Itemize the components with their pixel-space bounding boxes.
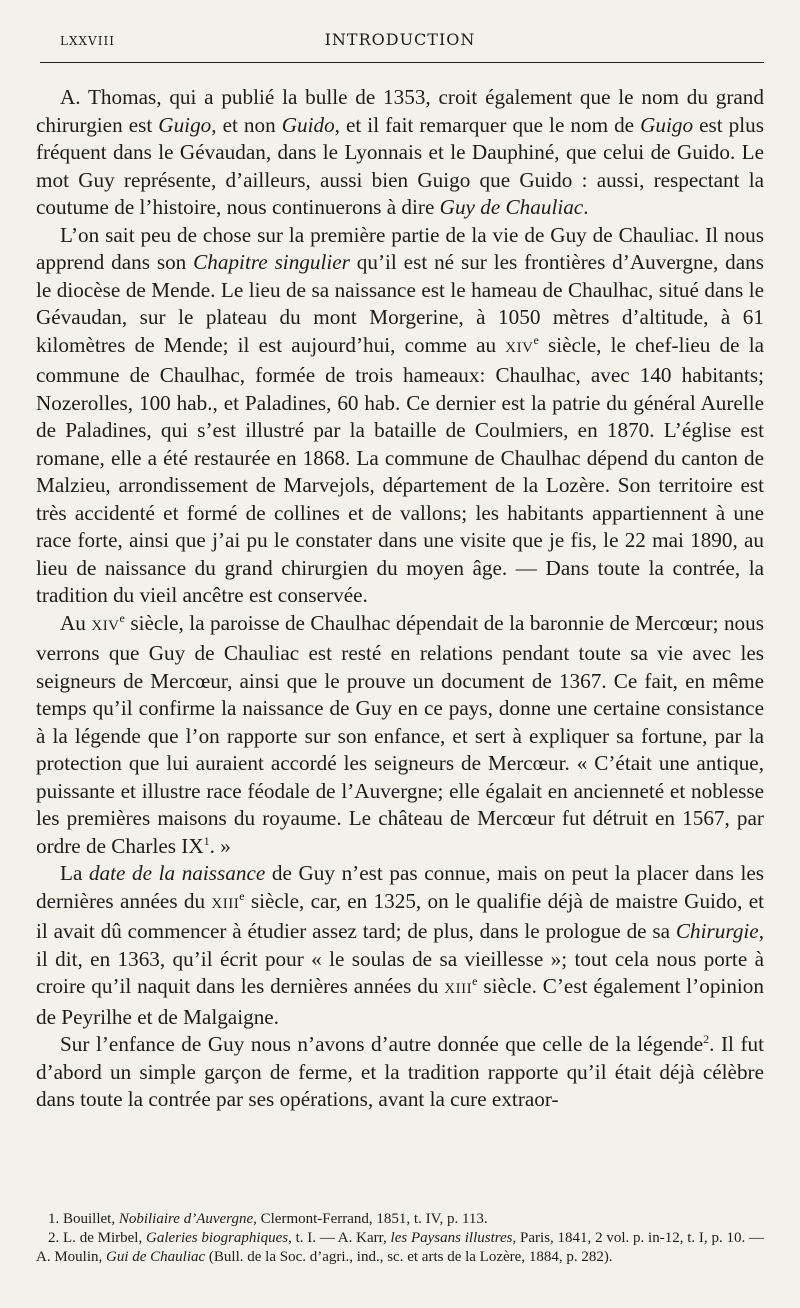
italic-run: Gui de Chauliac: [106, 1249, 206, 1265]
page-number: LXXVIII: [60, 34, 115, 48]
superscript: e: [239, 888, 245, 903]
header-rule: [40, 62, 764, 63]
text-run: qu’il est né sur les frontières d’Auvergne, dans le diocèse de Mende. Le lieu de sa naissance est le hameau de Chaulhac, situé dans le Gévaudan, sur le plateau du mont Morgerine, à 1050 mètres d’altitude, à 61 kilomètres de Mende; il est aujourd’hui, comme au: [36, 250, 764, 357]
text-run: est plus fréquent dans le Gévaudan, dans le Lyonnais et le Dauphiné, que celui de Guido. Le mot Guy représente, d’ailleurs, aussi bien Guigo que Guido : aussi, respectant la coutume de l’histoire, nous continuerons à dire: [36, 112, 764, 219]
paragraph-birthplace: [36, 222, 764, 610]
italic-run: Guy de Chauliac: [439, 195, 584, 219]
text-run: . »: [209, 833, 231, 858]
italic-run: Chapitre singulier: [193, 250, 350, 274]
century-numeral: XIII: [444, 981, 473, 997]
text-run: siècle, le chef-lieu de la commune de Chaulhac, formée de trois hameaux: Chaulhac, avec 140 habitants; Nozerolles, 100 hab., et Paladines, 60 hab. Ce dernier est la patrie du général Aurelle de Paladines, qui s’est illustré par la bataille de Coulmiers, en 1870. L’église est romane, elle a été restaurée en 1868. La commune de Chaulhac dépend du canton de Malzieu, arrondissement de Marvejols, département de la Lozère. Son territoire est très accidenté et formé de collines et de vallons; les habitants appartiennent à une race forte, ainsi que j’ai pu le constater dans une visite que je fis, le 22 mai 1890, au lieu de naissance du grand chirurgien du moyen âge. — Dans toute la contrée, la tradition du vieil ancêtre est conservée.: [36, 332, 764, 607]
text-run: siècle, la paroisse de Chaulhac dépendait de la baronnie de Mercœur; nous verrons que Guy de Chauliac est resté en relations pendant toute sa vie avec les seigneurs de Mercœur, ainsi que le prouve un document de 1367. Ce fait, en même temps qu’il confirme la naissance de Guy en ce pays, donne une certaine consistance à la légende que l’on rapporte sur son enfance, et sert à expliquer sa fortune, par la protection que lui auraient accordé les seigneurs de Mercœur. « C’était une antique, puissante et illustre race féodale de l’Auvergne; elle égalait en ancienneté et noblesse les premières maisons du royaume. Le château de Mercœur fut détruit en 1567, par ordre de Charles IX: [36, 610, 764, 858]
text-run: de Guy n’est pas connue, mais on peut la placer dans les dernières années du: [36, 861, 764, 913]
paragraph-thomas: [36, 84, 764, 222]
paragraph-childhood: [36, 1031, 764, 1114]
superscript: e: [533, 332, 539, 347]
text-run: 2. L. de Mirbel,: [48, 1230, 146, 1246]
running-head-title: INTRODUCTION: [324, 30, 476, 49]
italic-run: les Paysans illustres: [390, 1230, 513, 1246]
footnote-1: [36, 1210, 764, 1229]
text-run: A. Thomas, qui a publié la bulle de 1353, croit également que le nom du grand chirurgien est: [36, 85, 764, 137]
superscript: e: [472, 973, 478, 988]
text-run: , t. I. — A. Karr,: [288, 1230, 391, 1246]
italic-run: Galeries biographiques: [145, 1230, 289, 1246]
text-run: Sur l’enfance de Guy nous n’avons d’autre donnée que celle de la légende: [60, 1032, 704, 1056]
text-run: , Clermont-Ferrand, 1851, t. IV, p. 113.: [253, 1211, 488, 1227]
italic-run: Chirurgie: [675, 919, 759, 943]
footnotes: [36, 1210, 764, 1267]
footnote-ref: 2: [703, 1031, 710, 1046]
paragraph-birth-date: [36, 860, 764, 1031]
footnote-2: [36, 1229, 764, 1267]
century-numeral: XIII: [211, 895, 240, 912]
text-run: Au: [60, 610, 92, 635]
text-run: . Il fut d’abord un simple garçon de ferme, et la tradition rapporte qu’il était déjà célèbre dans toute la contrée par ses opérations, avant la cure extraor-: [36, 1032, 764, 1111]
text-run: , Paris, 1841, 2 vol. p. in-12, t. I, p. 10. — A. Moulin,: [36, 1230, 764, 1265]
running-head: [36, 28, 764, 60]
text-run: , il dit, en 1363, qu’il écrit pour « le soulas de sa vieillesse »; tout cela nous porte à croire qu’il naquit dans les dernières années du: [36, 919, 764, 998]
text-run: , et non: [211, 112, 282, 137]
century-numeral: XIV: [505, 339, 534, 356]
text-run: (Bull. de la Soc. d’agri., ind., sc. et arts de la Lozère, 1884, p. 282).: [205, 1249, 613, 1265]
text-run: .: [583, 195, 589, 219]
italic-run: Nobiliaire d’Auvergne: [118, 1211, 254, 1227]
text-run: L’on sait peu de chose sur la première partie de la vie de Guy de Chauliac. Il nous apprend dans son: [36, 222, 764, 274]
italic-run: Guigo: [158, 112, 212, 137]
book-page: [36, 0, 764, 1308]
text-run: siècle. C’est également l’opinion de Peyrilhe et de Malgaigne.: [36, 974, 764, 1029]
footnote-ref: 1: [203, 833, 210, 848]
text-run: , et il fait remarquer que le nom de: [334, 112, 641, 137]
body-text: [36, 84, 764, 1114]
italic-run: date de la naissance: [88, 861, 266, 885]
century-numeral: XIV: [91, 617, 120, 634]
paragraph-mercoeur: [36, 610, 764, 861]
italic-run: Guido: [281, 112, 335, 137]
text-run: siècle, car, en 1325, on le qualifie déjà de maistre Guido, et il avait dû commencer à étudier assez tard; de plus, dans le prologue de sa: [36, 888, 764, 943]
text-run: La: [60, 861, 89, 885]
italic-run: Guigo: [640, 112, 694, 137]
superscript: e: [119, 610, 125, 625]
text-run: 1. Bouillet,: [48, 1211, 119, 1227]
